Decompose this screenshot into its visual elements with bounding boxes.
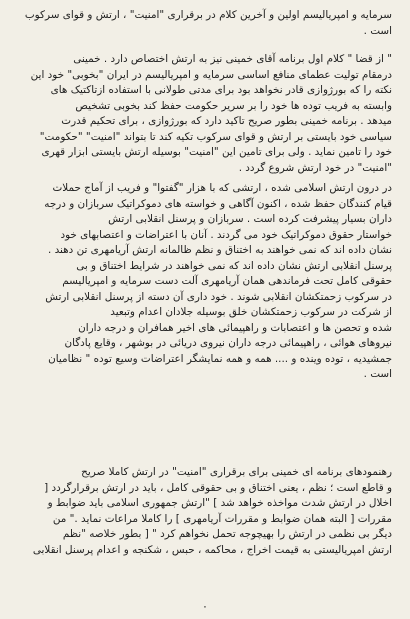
paragraph-2 (20, 52, 392, 176)
text-line: است . (363, 368, 392, 380)
text-line: ارتش امپریالیستی به قیمت اخراج ، محاکمه ، حبس ، شکنجه و اعدام پرسنل انقلابی (32, 543, 392, 556)
text-line: پرسنل انقلابی ارتش نشان داده اند که نمی خواهند در شرایط اختناق و بی (76, 259, 392, 272)
text-line: "امنیت" در خود ارتش شروع گردد . (238, 161, 392, 174)
text-line: است . (363, 24, 392, 37)
text-line: میدهد . برنامه خمینی بطور صریح تاکید دارد که بورژوازی ، برای تحکیم قدرت (61, 115, 392, 127)
text-line: نیروهای هوائی ، راهپیمائی درجه داران نیروی دریائی در بوشهر ، وقایع پادگان (64, 337, 392, 349)
paragraph-1 (20, 8, 392, 39)
text-line: نکته را که بورژوازی قادر نخواهد بود برای مدتی طولانی با استفاده ازتاکتیک های (50, 84, 392, 96)
text-line: در درون ارتش اسلامی شده ، ارتشی که با هزار "گفتوا" و فریب از آماج حملات (52, 182, 392, 194)
page-number: ۰ (202, 600, 208, 613)
text-line: قیام کنندگان حفظ شده ، اکنون آگاهی و خواسته های دموکراتیک سربازان و درجه (44, 197, 392, 210)
text-line: دیگر بی نظمی در ارتش را بهیچوجه تحمل نخواهم کرد " [ بطور خلاصه "نظم (62, 528, 392, 540)
text-line: مقررات [ البته همان ضوابط و مقررات آریامهری ] را کاملا مراعات نماید ." من (52, 512, 392, 525)
text-line: وابسته به فریب توده ها خود را بر سریر حکومت حفظ کند بخوبی تشخیص (75, 99, 392, 112)
text-line: درمقام تولیت عطمای منافع اساسی سرمایه و امپریالیسم در ایران "بخوبی" خود این (30, 68, 392, 81)
text-line: جمشیدیه ، توده وینده و .... همه و همه نمایشگر اعتراضات وسیع توده " نظامیان (48, 352, 392, 365)
text-line: و قاطع است ؛ نظم ، یعنی اختناق و بی حقوقی کامل ، باید در ارتش برقرارگردد [ (44, 481, 392, 494)
text-line: " از قضا " کلام اول برنامه آقای خمینی نیز به ارتش اختصاص دارد . خمینی (73, 53, 392, 65)
text-line: خواستار حقوق دموکراتیک خود می گردند . آنان با اعتراضات و اعتصابهای خود (60, 228, 392, 241)
text-line: شده و تحصن ها و اعتصابات و راهپیمائی های اخیر همافران و درجه داران (78, 321, 392, 334)
text-line: نشان داده اند که نمی خواهند به اختناق و نظم ظالمانه ارتش آریامهری تن دهند . (47, 244, 392, 256)
text-line: اخلال در ارتش شدت مواخذه خواهد شد ] "ارتش جمهوری اسلامی باید ضوابط و (47, 497, 392, 509)
paragraph-4 (20, 465, 392, 558)
paragraph-3 (20, 181, 392, 383)
text-line: سیاسی خود بایستی بر ارتش و قوای سرکوب تکیه کند تا بتواند "امنیت" "حکومت" (39, 130, 392, 143)
text-line: از شرکت در سرکوب زحمتکشان خلق بوسیله جلادان اعدام وتبعید (110, 306, 392, 318)
text-line: حقوقی کامل تحت فرماندهی همان آریامهری آلت دست سرمایه و امپریالیسم (62, 275, 392, 287)
text-line: خود را تامین نماید . ولی برای تامین این "امنیت" بوسیله ارتش بایستی ابزار قهری (41, 146, 392, 158)
text-line: داران بسیار پیشرفت کرده است . سربازان و پرسنل انقلابی ارتش (108, 213, 392, 225)
text-line: رهنمودهای برنامه ای خمینی برای برقراری "امنیت" در ارتش کاملا صریح (81, 466, 392, 478)
text-line: سرمایه و امپریالیسم اولین و آخرین کلام در برقراری "امنیت" ، ارتش و قوای سرکوب (24, 9, 392, 21)
text-line: در سرکوب زحمتکشان انقلابی شوند . خود داری آن دسته از پرسنل انقلابی ارتش (45, 290, 392, 303)
